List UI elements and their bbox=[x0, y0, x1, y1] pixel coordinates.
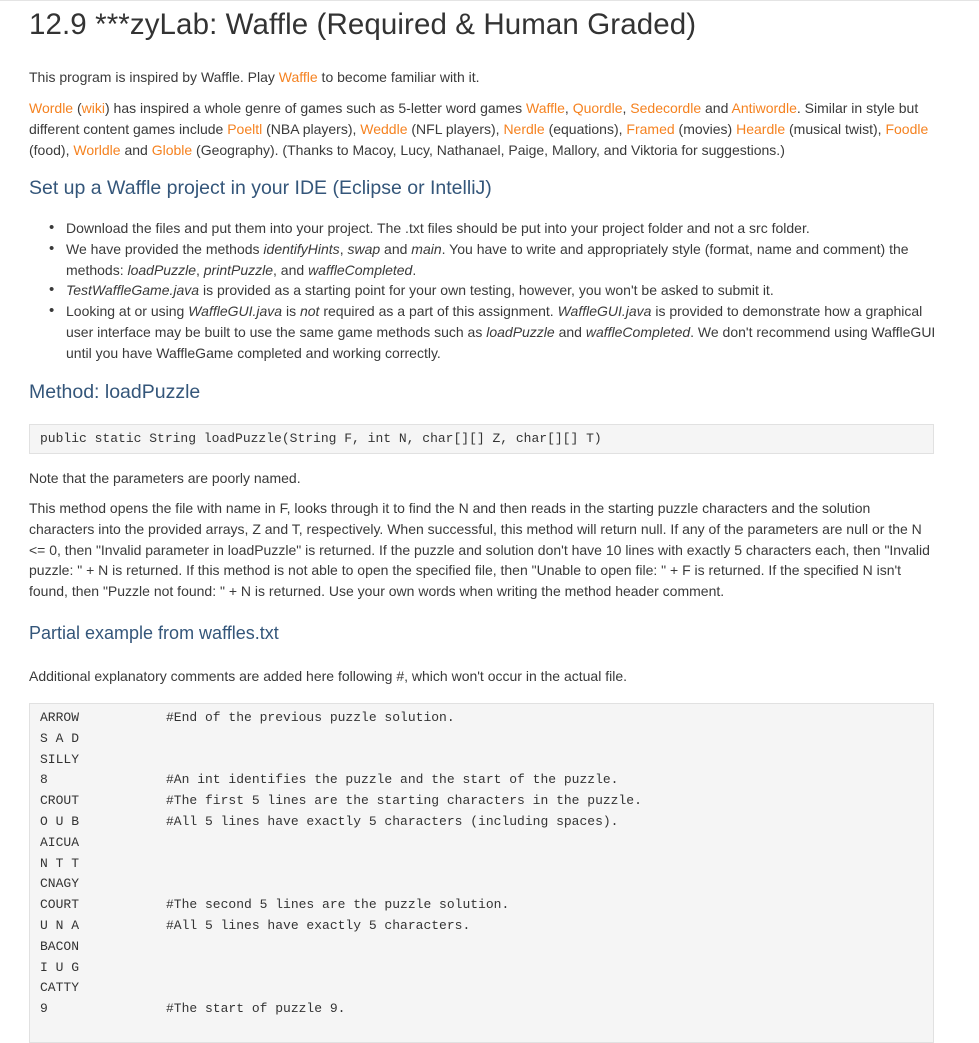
file-content-text: SILLY bbox=[40, 751, 80, 767]
intro-paragraph-1 bbox=[29, 67, 939, 88]
code-line bbox=[30, 770, 933, 791]
nerdle-link[interactable]: Nerdle bbox=[503, 120, 545, 137]
italic-term: TestWaffleGame.java bbox=[66, 282, 200, 299]
file-content-text: U N A bbox=[40, 917, 80, 933]
file-content-text: I U G bbox=[40, 959, 80, 975]
italic-term: printPuzzle bbox=[203, 261, 274, 278]
code-comment: #All 5 lines have exactly 5 characters (including spaces). bbox=[166, 813, 619, 829]
code-line bbox=[30, 874, 933, 895]
bullet-text: , bbox=[339, 240, 348, 257]
intro-text-segment: (food), bbox=[29, 141, 74, 158]
bullet-text: and bbox=[380, 240, 412, 257]
intro-text-segment: (NFL players), bbox=[407, 120, 504, 137]
intro-text-segment: . Similar in style but different content games include bbox=[29, 100, 919, 137]
code-line bbox=[30, 937, 933, 958]
file-content-text: N T T bbox=[40, 855, 80, 871]
intro-text-segment: (Geography). (Thanks to Macoy, Lucy, Nathanael, Paige, Mallory, and Viktoria for suggestions.) bbox=[192, 141, 785, 158]
wiki-link[interactable]: wiki bbox=[81, 100, 105, 116]
weddle-link[interactable]: Weddle bbox=[360, 120, 408, 137]
bullet-text: and bbox=[554, 323, 586, 340]
method-signature-code: public static String loadPuzzle(String F, int N, char[][] Z, char[][] T) bbox=[29, 424, 934, 454]
intro-text-segment: ( bbox=[73, 100, 82, 116]
bullet-text: is provided as a starting point for your own testing, however, you won't be asked to submit it. bbox=[199, 282, 774, 299]
code-line bbox=[30, 978, 933, 999]
code-comment: #End of the previous puzzle solution. bbox=[166, 710, 455, 725]
bullet-text: . You have to write and appropriately style (format, name and comment) the methods: bbox=[66, 240, 909, 278]
code-line bbox=[30, 750, 933, 771]
intro-paragraph-2 bbox=[29, 98, 939, 160]
setup-bullet-list bbox=[29, 218, 939, 364]
intro-text-segment: , bbox=[622, 100, 631, 116]
example-heading: Partial example from waffles.txt bbox=[29, 623, 279, 643]
quordle-link[interactable]: Quordle bbox=[572, 100, 623, 116]
code-line bbox=[30, 999, 933, 1020]
code-line bbox=[30, 958, 933, 979]
intro-text-segment: (musical twist), bbox=[785, 120, 886, 137]
code-comment: #The first 5 lines are the starting characters in the puzzle. bbox=[166, 793, 642, 809]
bullet-text: , bbox=[195, 261, 204, 278]
code-line bbox=[30, 708, 933, 729]
poeltl-link[interactable]: Poeltl bbox=[227, 120, 263, 137]
bullet-text: is provided to demonstrate how a graphical user interface may be built to use the same game methods such as bbox=[66, 303, 923, 340]
code-line bbox=[30, 916, 933, 937]
setup-heading: Set up a Waffle project in your IDE (Eclipse or IntelliJ) bbox=[29, 177, 492, 199]
italic-term: WaffleGUI.java bbox=[188, 303, 283, 320]
setup-bullet-item bbox=[29, 218, 939, 239]
italic-term: waffleCompleted bbox=[308, 261, 413, 278]
code-comment: #All 5 lines have exactly 5 characters. bbox=[166, 917, 471, 933]
intro-text-segment: (equations), bbox=[544, 120, 627, 137]
setup-bullet-item bbox=[29, 301, 939, 363]
example-file-code-block bbox=[29, 703, 934, 1043]
intro-text-segment: and bbox=[120, 141, 152, 158]
code-line bbox=[30, 791, 933, 812]
italic-term: not bbox=[299, 303, 320, 320]
top-divider bbox=[0, 0, 979, 1]
intro-text-after: to become familiar with it. bbox=[317, 69, 480, 85]
bullet-text: We have provided the methods bbox=[66, 240, 264, 257]
file-content-text: BACON bbox=[40, 938, 80, 954]
code-comment: #The start of puzzle 9. bbox=[166, 1001, 346, 1017]
code-line bbox=[30, 895, 933, 916]
italic-term: waffleCompleted bbox=[585, 323, 691, 340]
code-comment: #The second 5 lines are the puzzle solution. bbox=[166, 897, 510, 913]
code-line bbox=[30, 833, 933, 854]
bullet-text: Download the files and put them into your project. The .txt files should be put into your project folder and not a src folder. bbox=[66, 220, 810, 236]
italic-term: WaffleGUI.java bbox=[557, 303, 652, 320]
code-line bbox=[30, 729, 933, 750]
worldle-link[interactable]: Worldle bbox=[73, 141, 121, 158]
sedecordle-link[interactable]: Sedecordle bbox=[630, 100, 702, 116]
bullet-text: . bbox=[412, 261, 417, 278]
bullet-text: . We don't recommend using WaffleGUI until you have WaffleGame completed and working correctly. bbox=[66, 323, 936, 361]
example-note: Additional explanatory comments are added here following #, which won't occur in the actual file. bbox=[29, 668, 628, 684]
intro-text-segment: , bbox=[564, 100, 573, 116]
file-content-text: AICUA bbox=[40, 834, 80, 850]
code-line bbox=[30, 854, 933, 875]
file-content-text: CNAGY bbox=[40, 876, 80, 892]
file-content-text: S A D bbox=[40, 730, 80, 746]
file-content-text: COURT bbox=[40, 897, 80, 913]
waffle-link[interactable]: Waffle bbox=[526, 100, 565, 116]
intro-text-segment: ) has inspired a whole genre of games such as 5-letter word games bbox=[105, 100, 526, 116]
file-content-text: CROUT bbox=[40, 793, 80, 809]
bullet-text: is bbox=[282, 303, 300, 320]
globle-link[interactable]: Globle bbox=[151, 141, 193, 158]
method-description: This method opens the file with name in F, looks through it to find the N and then reads in the starting puzzle characters and the solution characters into the provided arrays, Z and T, respectively. When successful, this method will return null. If any of the parameters are null or the N <= 0, then "Invalid parameter in loadPuzzle" is returned. If the puzzle and solution don't have 10 lines with exactly 5 characters each, then "Invalid puzzle: " + N is returned. If this method is not able to open the specified file, then "Unable to open file: " + F is returned. If the specified N isn't found, then "Puzzle not found: " + N is returned. Use your own words when writing the method header comment. bbox=[29, 500, 930, 600]
foodle-link[interactable]: Foodle bbox=[885, 120, 929, 137]
bullet-text: Looking at or using bbox=[66, 303, 189, 320]
file-content-text: 8 bbox=[40, 772, 48, 788]
waffle-link[interactable]: Waffle bbox=[278, 69, 318, 85]
file-content-text: 9 bbox=[40, 1001, 48, 1017]
wordle-link[interactable]: Wordle bbox=[29, 100, 74, 116]
italic-term: loadPuzzle bbox=[127, 261, 196, 278]
italic-term: swap bbox=[347, 240, 381, 257]
code-comment: #An int identifies the puzzle and the start of the puzzle. bbox=[166, 772, 619, 788]
framed-link[interactable]: Framed bbox=[626, 120, 675, 137]
intro-text-segment: (NBA players), bbox=[262, 120, 361, 137]
intro-text-before: This program is inspired by Waffle. Play bbox=[29, 69, 279, 85]
page-title: 12.9 ***zyLab: Waffle (Required & Human Graded) bbox=[29, 8, 697, 41]
method-heading: Method: loadPuzzle bbox=[29, 381, 201, 403]
italic-term: loadPuzzle bbox=[486, 323, 555, 340]
intro-text-segment: (movies) bbox=[674, 120, 737, 137]
setup-bullet-item bbox=[29, 239, 939, 281]
file-content-text: ARROW bbox=[40, 710, 80, 725]
file-content-text: CATTY bbox=[40, 980, 80, 996]
italic-term: identifyHints bbox=[263, 240, 340, 257]
bullet-text: required as a part of this assignment. bbox=[319, 303, 558, 320]
antiwordle-link[interactable]: Antiwordle bbox=[731, 100, 797, 116]
bullet-text: , and bbox=[273, 261, 309, 278]
code-line bbox=[30, 812, 933, 833]
parameter-note: Note that the parameters are poorly named. bbox=[29, 470, 301, 486]
setup-bullet-item bbox=[29, 280, 939, 301]
file-content-text: O U B bbox=[40, 813, 80, 829]
italic-term: main bbox=[411, 240, 442, 257]
heardle-link[interactable]: Heardle bbox=[736, 120, 786, 137]
intro-text-segment: and bbox=[701, 100, 732, 116]
